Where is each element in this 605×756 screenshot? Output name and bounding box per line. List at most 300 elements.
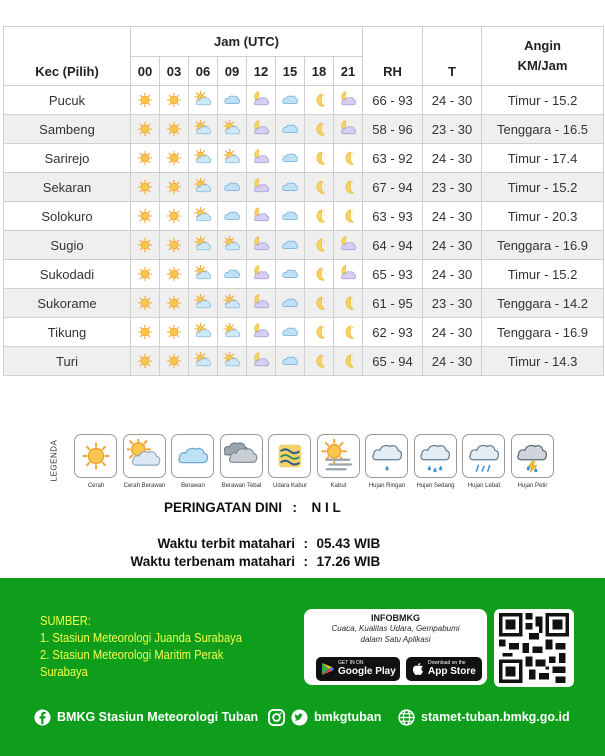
weather-cell <box>305 260 334 289</box>
weather-cell <box>160 289 189 318</box>
legend-item <box>123 434 167 489</box>
weather-cell <box>334 115 363 144</box>
weather-cell <box>160 115 189 144</box>
hour-header: 00 <box>131 57 160 86</box>
wind-value: Timur - 15.2 <box>482 260 604 289</box>
weather-cell <box>131 115 160 144</box>
rh-value: 64 - 94 <box>363 231 423 260</box>
legend-item <box>220 434 264 489</box>
hour-header: 21 <box>334 57 363 86</box>
cerah-icon <box>165 236 183 254</box>
cerah-icon <box>79 439 113 473</box>
kecamatan-name[interactable]: Sukorame <box>4 289 131 318</box>
legend-label: Cerah <box>87 483 105 489</box>
weather-cell <box>218 144 247 173</box>
legend-label: Hujan Lebat <box>467 483 501 489</box>
berawan-icon <box>176 439 210 473</box>
weather-cell <box>276 260 305 289</box>
legend-item <box>365 434 409 489</box>
weather-cell <box>276 144 305 173</box>
temperature-value: 24 - 30 <box>423 260 482 289</box>
app-store-small: Download on the <box>428 660 466 666</box>
weather-cell <box>276 231 305 260</box>
sumber-item-1: 1. Stasiun Meteorologi Juanda Surabaya <box>40 630 243 645</box>
weather-cell <box>189 231 218 260</box>
weather-cell <box>131 347 160 376</box>
rh-value: 61 - 95 <box>363 289 423 318</box>
berawan-siang-icon <box>194 352 212 370</box>
rh-value: 62 - 93 <box>363 318 423 347</box>
cerah-icon <box>165 323 183 341</box>
berawan-icon <box>281 149 299 167</box>
weather-cell <box>305 202 334 231</box>
weather-cell <box>305 231 334 260</box>
hour-header: 15 <box>276 57 305 86</box>
berawan-siang-icon <box>194 294 212 312</box>
weather-cell <box>131 318 160 347</box>
weather-cell <box>131 260 160 289</box>
kecamatan-name[interactable]: Turi <box>4 347 131 376</box>
legend-item <box>511 434 555 489</box>
weather-cell <box>218 260 247 289</box>
legend-icon-box <box>414 434 457 478</box>
legend-icon-box <box>171 434 214 478</box>
weather-cell <box>276 173 305 202</box>
cerah-icon <box>165 294 183 312</box>
berawan-malam-icon <box>339 265 357 283</box>
berawan-icon <box>281 120 299 138</box>
weather-cell <box>218 86 247 115</box>
berawan-siang-icon <box>194 236 212 254</box>
weather-cell <box>160 347 189 376</box>
legend-item <box>462 434 506 489</box>
legend <box>48 432 558 494</box>
wind-value: Timur - 15.2 <box>482 86 604 115</box>
hour-header: 18 <box>305 57 334 86</box>
instagram-label: bmkgtuban <box>314 710 382 724</box>
berawan-malam-icon <box>252 323 270 341</box>
weather-cell <box>247 289 276 318</box>
weather-cell <box>218 347 247 376</box>
berawan-icon <box>281 323 299 341</box>
infobmkg-app-promo <box>304 609 487 685</box>
weather-cell <box>189 144 218 173</box>
weather-cell <box>247 115 276 144</box>
table-row[interactable] <box>4 86 604 115</box>
weather-cell <box>189 318 218 347</box>
cerah-icon <box>136 294 154 312</box>
berawan-siang-icon <box>223 149 241 167</box>
legend-icon-box <box>317 434 360 478</box>
facebook-label: BMKG Stasiun Meteorologi Tuban <box>57 710 259 724</box>
legend-item <box>414 434 458 489</box>
weather-cell <box>247 86 276 115</box>
cerah-malam-icon <box>310 323 328 341</box>
weather-cell <box>189 347 218 376</box>
berawan-icon <box>281 352 299 370</box>
cerah-malam-icon <box>339 323 357 341</box>
weather-cell <box>305 86 334 115</box>
angin-header <box>482 27 604 86</box>
berawan-icon <box>281 178 299 196</box>
weather-cell <box>131 173 160 202</box>
cerah-icon <box>136 91 154 109</box>
weather-cell <box>218 115 247 144</box>
weather-cell <box>189 173 218 202</box>
berawan-icon <box>281 91 299 109</box>
angin-unit-label: KM/Jam <box>517 58 568 73</box>
app-title: INFOBMKG <box>371 613 420 623</box>
weather-cell <box>160 231 189 260</box>
berawan-icon <box>223 178 241 196</box>
weather-cell <box>189 115 218 144</box>
berawan-siang-icon <box>194 91 212 109</box>
rh-value: 67 - 94 <box>363 173 423 202</box>
google-play-small: GET IN ON <box>338 660 364 666</box>
weather-cell <box>305 289 334 318</box>
cerah-malam-icon <box>310 120 328 138</box>
weather-cell <box>160 260 189 289</box>
kecamatan-name[interactable]: Tikung <box>4 318 131 347</box>
forecast-table <box>3 26 604 376</box>
berawan-malam-icon <box>339 120 357 138</box>
berawan-icon <box>223 207 241 225</box>
weather-cell <box>218 289 247 318</box>
website-label: stamet-tuban.bmkg.go.id <box>421 710 570 724</box>
cerah-malam-icon <box>339 352 357 370</box>
temperature-value: 24 - 30 <box>423 347 482 376</box>
cerah-icon <box>136 120 154 138</box>
table-row[interactable] <box>4 115 604 144</box>
weather-cell <box>131 202 160 231</box>
table-row[interactable] <box>4 173 604 202</box>
qr-code[interactable] <box>494 609 574 687</box>
legend-label: Udara Kabur <box>272 483 308 489</box>
berawan-malam-icon <box>252 236 270 254</box>
colon: : <box>303 536 309 551</box>
temperature-value: 24 - 30 <box>423 202 482 231</box>
table-row[interactable] <box>4 289 604 318</box>
rh-value: 63 - 93 <box>363 202 423 231</box>
table-row[interactable] <box>4 318 604 347</box>
weather-cell <box>160 86 189 115</box>
legend-icon-box <box>123 434 166 478</box>
table-row[interactable] <box>4 347 604 376</box>
legend-label: Berawan <box>181 483 205 489</box>
cerah-icon <box>165 352 183 370</box>
weather-cell <box>131 289 160 318</box>
cerah-malam-icon <box>310 265 328 283</box>
legend-title-text: LEGENDA <box>49 439 59 482</box>
weather-cell <box>131 231 160 260</box>
legend-item <box>268 434 312 489</box>
apple-icon <box>411 662 425 676</box>
cerah-malam-icon <box>310 178 328 196</box>
table-row[interactable] <box>4 260 604 289</box>
weather-cell <box>276 318 305 347</box>
legend-icon-box <box>220 434 263 478</box>
wind-value: Timur - 15.2 <box>482 173 604 202</box>
cerah-malam-icon <box>339 207 357 225</box>
instagram-icon <box>268 709 285 726</box>
t-header: T <box>423 27 482 86</box>
wind-value: Tenggara - 16.5 <box>482 115 604 144</box>
legend-icon-box <box>511 434 554 478</box>
berawan-malam-icon <box>252 207 270 225</box>
berawan-siang-icon <box>194 265 212 283</box>
wind-value: Timur - 14.3 <box>482 347 604 376</box>
legend-icon-box <box>365 434 408 478</box>
weather-cell <box>276 86 305 115</box>
cerah-icon <box>136 323 154 341</box>
rh-header: RH <box>363 27 423 86</box>
berawan-icon <box>223 265 241 283</box>
colon: : <box>303 554 309 569</box>
rh-value: 58 - 96 <box>363 115 423 144</box>
weather-cell <box>305 347 334 376</box>
sumber-title: SUMBER: <box>40 613 91 628</box>
berawan-icon <box>281 236 299 254</box>
legend-label: Hujan Petir <box>517 483 548 489</box>
kecamatan-name[interactable]: Sarirejo <box>4 144 131 173</box>
globe-icon <box>398 709 415 726</box>
wind-value: Tenggara - 16.9 <box>482 231 604 260</box>
legend-label: Berawan Tebal <box>221 483 262 489</box>
kabut-icon <box>321 439 355 473</box>
google-play-label: Google Play <box>338 666 396 677</box>
peringatan-value: N I L <box>311 500 341 515</box>
website-link[interactable] <box>398 707 570 727</box>
weather-cell <box>305 115 334 144</box>
twitter-icon <box>291 709 308 726</box>
cerah-icon <box>165 178 183 196</box>
berawan-malam-icon <box>252 178 270 196</box>
weather-cell <box>334 260 363 289</box>
weather-cell <box>305 144 334 173</box>
wind-value: Tenggara - 16.9 <box>482 318 604 347</box>
kecamatan-name[interactable]: Sambeng <box>4 115 131 144</box>
temperature-value: 24 - 30 <box>423 144 482 173</box>
weather-cell <box>218 231 247 260</box>
legend-item <box>317 434 361 489</box>
colon: : <box>292 500 298 515</box>
temperature-value: 24 - 30 <box>423 318 482 347</box>
cerah-malam-icon <box>310 352 328 370</box>
weather-cell <box>160 144 189 173</box>
legend-icon-box <box>74 434 117 478</box>
weather-cell <box>189 289 218 318</box>
weather-cell <box>276 115 305 144</box>
forecast-body <box>4 86 604 376</box>
berawan-icon <box>223 91 241 109</box>
hujan-ringan-icon <box>370 439 404 473</box>
berawan-icon <box>281 294 299 312</box>
weather-cell <box>247 173 276 202</box>
google-play-button[interactable] <box>316 657 400 681</box>
berawan-icon <box>281 207 299 225</box>
weather-cell <box>160 173 189 202</box>
hujan-petir-icon <box>515 439 549 473</box>
weather-cell <box>334 202 363 231</box>
kecamatan-name[interactable]: Solokuro <box>4 202 131 231</box>
sunset-value: 17.26 WIB <box>316 554 381 569</box>
jam-header: Jam (UTC) <box>131 27 363 57</box>
berawan-siang-icon <box>194 207 212 225</box>
facebook-icon <box>34 709 51 726</box>
temperature-value: 23 - 30 <box>423 115 482 144</box>
cerah-icon <box>136 207 154 225</box>
weather-cell <box>334 347 363 376</box>
berawan-siang-icon <box>223 294 241 312</box>
cerah-icon <box>165 265 183 283</box>
cerah-malam-icon <box>310 207 328 225</box>
cerah-malam-icon <box>339 178 357 196</box>
cerah-icon <box>165 91 183 109</box>
weather-cell <box>160 318 189 347</box>
rh-value: 63 - 92 <box>363 144 423 173</box>
rh-value: 65 - 93 <box>363 260 423 289</box>
hujan-lebat-icon <box>467 439 501 473</box>
legend-label: Hujan Ringan <box>368 483 406 489</box>
sumber-block <box>40 612 298 680</box>
weather-cell <box>276 347 305 376</box>
cerah-icon <box>165 207 183 225</box>
weather-cell <box>334 318 363 347</box>
table-row[interactable] <box>4 231 604 260</box>
berawan-malam-icon <box>252 265 270 283</box>
cerah-icon <box>136 178 154 196</box>
weather-cell <box>276 202 305 231</box>
weather-cell <box>189 86 218 115</box>
app-subtitle-2: dalam Satu Aplikasi <box>360 635 431 644</box>
kecamatan-name[interactable]: Sekaran <box>4 173 131 202</box>
wind-value: Tenggara - 14.2 <box>482 289 604 318</box>
berawan-malam-icon <box>339 236 357 254</box>
angin-label: Angin <box>524 38 561 53</box>
weather-cell <box>131 144 160 173</box>
sunrise-label: Waktu terbit matahari <box>157 536 295 551</box>
sunset-label: Waktu terbenam matahari <box>130 554 295 569</box>
cerah-malam-icon <box>339 294 357 312</box>
temperature-value: 23 - 30 <box>423 289 482 318</box>
app-store-button[interactable] <box>406 657 482 681</box>
berawan-malam-icon <box>252 120 270 138</box>
weather-cell <box>247 202 276 231</box>
table-row[interactable] <box>4 202 604 231</box>
berawan-malam-icon <box>252 91 270 109</box>
kec-select-header[interactable]: Kec (Pilih) <box>4 27 131 86</box>
legend-label: Cerah Berawan <box>123 483 166 489</box>
cerah-icon <box>165 120 183 138</box>
cerah-malam-icon <box>310 149 328 167</box>
weather-cell <box>218 318 247 347</box>
rh-value: 66 - 93 <box>363 86 423 115</box>
berawan-siang-icon <box>194 178 212 196</box>
weather-cell <box>189 202 218 231</box>
sunrise-value: 05.43 WIB <box>316 536 381 551</box>
kecamatan-name[interactable]: Sukodadi <box>4 260 131 289</box>
berawan-siang-icon <box>223 236 241 254</box>
peringatan-label: PERINGATAN DINI <box>164 500 282 515</box>
weather-cell <box>276 289 305 318</box>
cerah-icon <box>136 236 154 254</box>
berawan-siang-icon <box>194 120 212 138</box>
cerah-icon <box>136 265 154 283</box>
weather-cell <box>334 231 363 260</box>
cerah-malam-icon <box>310 236 328 254</box>
hour-header: 12 <box>247 57 276 86</box>
berawan-tebal-icon <box>224 439 258 473</box>
kecamatan-name[interactable]: Sugio <box>4 231 131 260</box>
berawan-malam-icon <box>252 352 270 370</box>
hour-header: 06 <box>189 57 218 86</box>
weather-cell <box>131 86 160 115</box>
berawan-siang-icon <box>194 323 212 341</box>
legend-title <box>51 436 65 488</box>
app-subtitle-1: Cuaca, Kualitas Udara, Gempabumi <box>331 624 460 633</box>
qr-code-icon <box>498 613 570 683</box>
berawan-siang-icon <box>223 323 241 341</box>
hour-header: 09 <box>218 57 247 86</box>
weather-cell <box>305 173 334 202</box>
wind-value: Timur - 20.3 <box>482 202 604 231</box>
temperature-value: 24 - 30 <box>423 231 482 260</box>
cerah-berawan-icon <box>127 439 161 473</box>
weather-cell <box>334 173 363 202</box>
cerah-malam-icon <box>310 294 328 312</box>
temperature-value: 24 - 30 <box>423 86 482 115</box>
legend-item <box>74 434 118 489</box>
weather-cell <box>218 173 247 202</box>
hour-header: 03 <box>160 57 189 86</box>
cerah-icon <box>165 149 183 167</box>
cerah-malam-icon <box>339 149 357 167</box>
sunset-line <box>90 554 380 569</box>
weather-cell <box>247 347 276 376</box>
weather-cell <box>334 144 363 173</box>
rh-value: 65 - 94 <box>363 347 423 376</box>
google-play-icon <box>321 662 335 676</box>
hujan-sedang-icon <box>418 439 452 473</box>
weather-cell <box>334 86 363 115</box>
berawan-siang-icon <box>223 352 241 370</box>
legend-icon-box <box>462 434 505 478</box>
table-row[interactable] <box>4 144 604 173</box>
weather-cell <box>247 144 276 173</box>
berawan-siang-icon <box>194 149 212 167</box>
berawan-siang-icon <box>223 120 241 138</box>
udara-kabur-icon <box>273 439 307 473</box>
weather-cell <box>218 202 247 231</box>
cerah-malam-icon <box>310 91 328 109</box>
berawan-malam-icon <box>252 149 270 167</box>
weather-cell <box>247 260 276 289</box>
cerah-icon <box>136 149 154 167</box>
weather-cell <box>247 231 276 260</box>
footer <box>0 578 605 756</box>
kecamatan-name[interactable]: Pucuk <box>4 86 131 115</box>
weather-cell <box>247 318 276 347</box>
instagram-twitter-link[interactable] <box>268 707 381 727</box>
berawan-malam-icon <box>252 294 270 312</box>
weather-cell <box>305 318 334 347</box>
app-store-label: App Store <box>428 666 476 677</box>
legend-icon-box <box>268 434 311 478</box>
berawan-malam-icon <box>339 91 357 109</box>
legend-item <box>171 434 215 489</box>
facebook-link[interactable] <box>34 707 258 727</box>
weather-cell <box>160 202 189 231</box>
